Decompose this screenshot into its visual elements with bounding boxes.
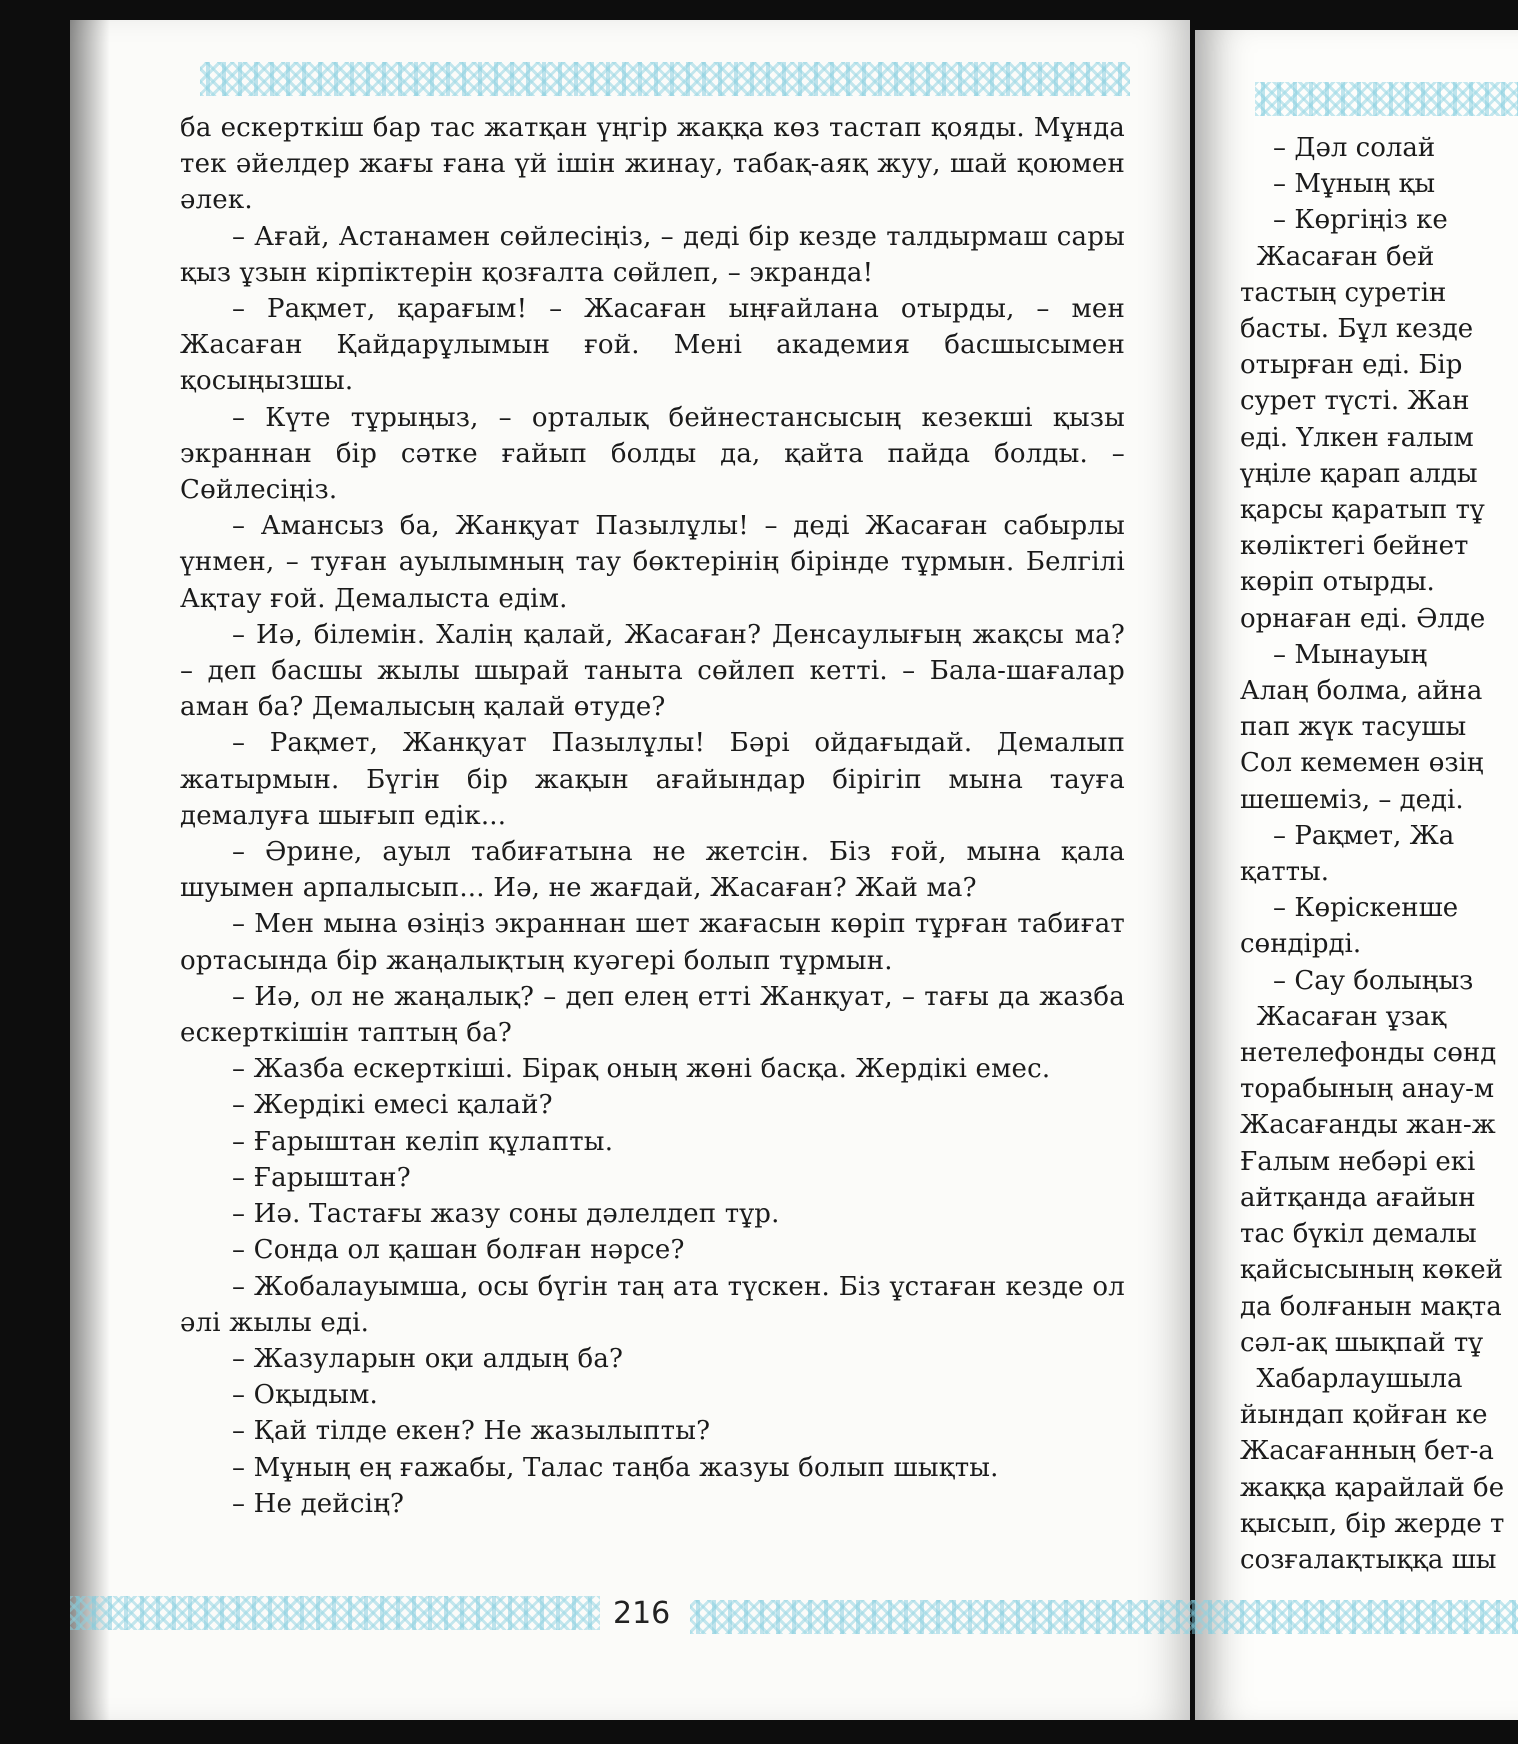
- paragraph: – Жазба ескерткіші. Бірақ оның жөні басқа. Жердікі емес.: [232, 1054, 1051, 1085]
- text-line: үңіле қарап алды: [1240, 458, 1478, 489]
- text-line: айтқанда ағайын: [1240, 1182, 1476, 1213]
- text-line: – Дәл солай: [1240, 133, 1436, 163]
- right-page-body: [1240, 130, 1518, 1578]
- text-line: йындап қойған ке: [1240, 1400, 1488, 1431]
- text-line: Сол кемемен өзің: [1240, 748, 1484, 779]
- text-line: сөндірді.: [1240, 929, 1362, 960]
- text-line: қарсы қаратып тұ: [1240, 495, 1485, 526]
- page-number: 216: [605, 1596, 678, 1631]
- paragraph: – Қай тілде екен? Не жазылыпты?: [232, 1416, 711, 1447]
- top-ornament-left: [200, 62, 1130, 96]
- text-line: көліктегі бейнет: [1240, 531, 1469, 562]
- text-line: отырған еді. Бір: [1240, 350, 1463, 381]
- text-line: – Мынауың: [1240, 639, 1428, 670]
- paragraph: – Ғарыштан?: [232, 1162, 411, 1193]
- paragraph: – Рақмет, Жанқуат Пазылұлы! Бәрі ойдағыдай. Демалып жатырмын. Бүгін бір жақын ағайындар бірігіп мына тауға демалуға шығып едік...: [180, 728, 1125, 831]
- paragraph: – Мен мына өзіңіз экраннан шет жағасын көріп тұрған табиғат ортасында бір жаңалықтың куәгері болып тұрмын.: [180, 909, 1125, 976]
- text-line: – Рақмет, Жа: [1240, 820, 1455, 851]
- paragraph: – Иә. Тастағы жазу соны дәлелдеп тұр.: [232, 1199, 780, 1230]
- text-line: Жасаған бей: [1240, 241, 1435, 272]
- text-line: сәл-ақ шықпай тұ: [1240, 1327, 1483, 1358]
- text-line: еді. Үлкен ғалым: [1240, 422, 1474, 453]
- paragraph: – Күте тұрыңыз, – орталық бейнестансысың кезекші қызы экраннан бір сәтке ғайып болды да, қайта пайда болды. – Сөйлесіңіз.: [180, 402, 1125, 506]
- text-line: тастың суретін: [1240, 277, 1447, 308]
- paragraph: – Ағай, Астанамен сөйлесіңіз, – деді бір кезде талдырмаш сары қыз ұзын кірпіктерін қозғалта сөйлеп, – экранда!: [180, 221, 1125, 288]
- text-line: көріп отырды.: [1240, 567, 1435, 598]
- text-line: қайсысының көкей: [1240, 1255, 1503, 1286]
- text-line: – Сау болыңыз: [1240, 965, 1474, 996]
- page-edge-shadow: [70, 20, 110, 1720]
- text-line: – Көріскенше: [1240, 893, 1459, 924]
- paragraph: ба ескерткіш бар тас жатқан үңгір жаққа көз тастап қояды. Мұнда тек әйелдер жағы ғана үй ішін жинау, табақ-аяқ жуу, шай қоюмен әлек.: [180, 113, 1125, 216]
- text-line: – Мұның қы: [1240, 169, 1436, 200]
- text-line: қысып, бір жерде т: [1240, 1508, 1505, 1539]
- text-line: нетелефонды сөнд: [1240, 1038, 1497, 1069]
- text-line: сурет түсті. Жан: [1240, 386, 1470, 417]
- paragraph: – Жердікі емесі қалай?: [232, 1090, 553, 1121]
- paragraph: – Рақмет, қарағым! – Жасаған ыңғайлана отырды, – мен Жасаған Қайдарұлымын ғой. Мені академия басшысымен қосыңызшы.: [180, 294, 1125, 397]
- text-line: Алаң болма, айна: [1240, 676, 1483, 707]
- text-line: пап жүк тасушы: [1240, 712, 1467, 743]
- text-line: шешеміз, – деді.: [1240, 784, 1464, 815]
- text-line: басты. Бұл кезде: [1240, 314, 1474, 345]
- paragraph: – Сонда ол қашан болған нәрсе?: [232, 1235, 685, 1266]
- text-line: қатты.: [1240, 857, 1329, 888]
- text-line: Жасағанды жан-ж: [1240, 1110, 1496, 1141]
- paragraph: – Оқыдым.: [232, 1380, 379, 1411]
- paragraph: – Иә, ол не жаңалық? – деп елең етті Жанқуат, – тағы да жазба ескерткішін таптың ба?: [180, 981, 1125, 1049]
- text-line: созғалақтыққа шы: [1240, 1544, 1497, 1575]
- left-page-body: [180, 110, 1125, 1522]
- paragraph: – Мұның ең ғажабы, Талас таңба жазуы болып шықты.: [232, 1452, 999, 1483]
- text-line: жаққа қарайлай бе: [1240, 1472, 1505, 1503]
- paragraph: – Әрине, ауыл табиғатына не жетсін. Біз ғой, мына қала шуымен арпалысып... Иә, не жағдай, Жасаған? Жай ма?: [180, 837, 1125, 904]
- top-ornament-right: [1255, 82, 1518, 116]
- text-line: орнаған еді. Әлде: [1240, 603, 1486, 634]
- text-line: – Көргіңіз ке: [1240, 205, 1448, 236]
- text-line: Жасаған ұзақ: [1240, 1001, 1447, 1032]
- text-line: да болғанын мақта: [1240, 1291, 1502, 1322]
- paragraph: – Жазуларын оқи алдың ба?: [232, 1343, 624, 1374]
- bottom-ornament-right: [690, 1600, 1518, 1634]
- text-line: Ғалым небәрі екі: [1240, 1146, 1476, 1177]
- text-line: торабының анау-м: [1240, 1074, 1495, 1105]
- text-line: Хабарлаушыла: [1240, 1363, 1463, 1394]
- paragraph: – Амансыз ба, Жанқуат Пазылұлы! – деді Жасаған сабырлы үнмен, – туған ауылымның тау бөктерінің бірінде тұрмын. Белгілі Ақтау ғой. Демалыста едім.: [180, 511, 1125, 614]
- paragraph: – Не дейсің?: [232, 1488, 405, 1519]
- text-line: тас бүкіл демалы: [1240, 1219, 1477, 1250]
- paragraph: – Жобалауымша, осы бүгін таң ата түскен. Біз ұстаған кезде ол әлі жылы еді.: [180, 1271, 1125, 1338]
- bottom-ornament-left: [70, 1596, 600, 1630]
- paragraph: – Иә, білемін. Халің қалай, Жасаған? Денсаулығың жақсы ма? – деп басшы жылы шырай таныта сөйлеп кетті. – Бала-шағалар аман ба? Демалысың қалай өтуде?: [180, 619, 1125, 723]
- paragraph: – Ғарыштан келіп құлапты.: [232, 1126, 614, 1157]
- text-line: Жасағанның бет-а: [1240, 1436, 1494, 1467]
